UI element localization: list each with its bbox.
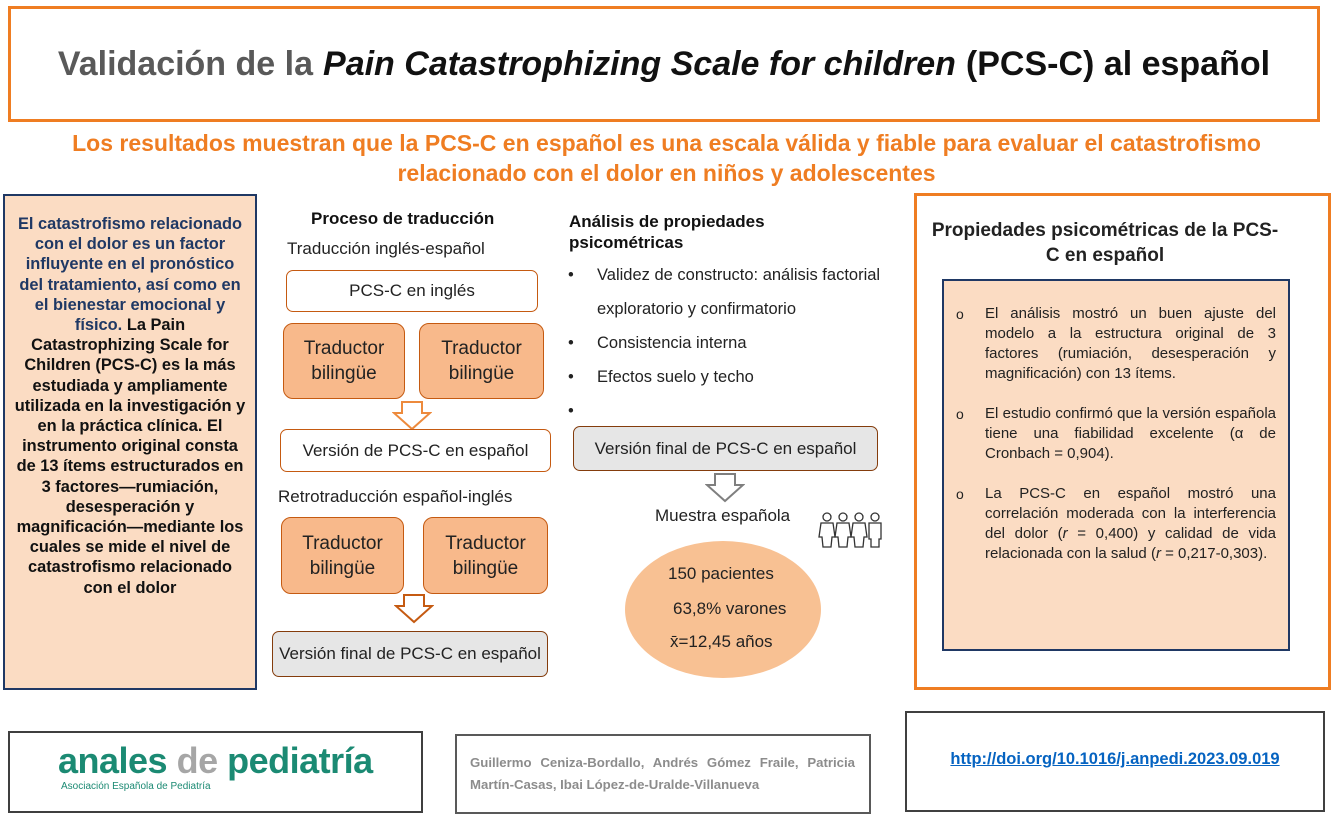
title-italic: Pain Catastrophizing Scale for children (323, 44, 956, 83)
logo-word: pediatría (227, 740, 373, 781)
intro-rest: La Pain Catastrophizing Scale for Children (PCS-C) es la más estudiada y ampliamente utilizada en la investigación y en la práctica clínica. El instrumento original consta de 13 ítems estructurados en 3 factores—rumiación, desesperación y magnificación—mediante los cuales se mide el nivel de catastrofismo relacionado con el dolor (14, 316, 246, 597)
intro-highlight: El catastrofismo relacionado con el dolor es un factor influyente en el pronóstico del tratamiento, así como en el bienestar emocional y físico. (17, 215, 243, 335)
back-translation-label: Retrotraducción español-inglés (278, 487, 513, 506)
analysis-item-text: Consistencia interna (597, 334, 747, 352)
property-text-a: La PCS-C en español mostró una correlación moderada con la interferencia del dolor (985, 485, 1276, 542)
translator-box-3 (281, 517, 404, 594)
final-version-box-right: Versión final de PCS-C en español (573, 426, 878, 471)
source-version-box: PCS-C en inglés (286, 270, 538, 312)
r-label: r (1155, 545, 1161, 562)
down-arrow-icon (705, 473, 745, 503)
r-value: = 0,400) y calidad de vida relacionada con la salud ( (985, 525, 1276, 562)
logo-word: de (176, 740, 218, 781)
sample-male: 63,8% varones (673, 599, 787, 618)
property-text: El estudio confirmó que la versión española tiene una fiabilidad excelente (α de Cronbach = 0,904). (985, 405, 1276, 462)
logo-word: anales (58, 740, 168, 781)
property-item (956, 404, 1276, 464)
sample-label: Muestra española (655, 506, 791, 525)
translation-heading: Proceso de traducción (311, 209, 495, 228)
analysis-item: • Validez de constructo: análisis factorial exploratorio y confirmatorio (568, 266, 881, 318)
forward-translation-label: Traducción inglés-español (287, 239, 485, 258)
translator-box-1 (283, 323, 405, 399)
journal-logo (58, 740, 373, 782)
analysis-item: • Consistencia interna (568, 334, 747, 352)
property-item (956, 484, 1276, 564)
title-part2: (PCS-C) al español (965, 44, 1271, 83)
doi-link[interactable]: http://doi.org/10.1016/j.anpedi.2023.09.019 (950, 750, 1280, 768)
r-label: r (1062, 525, 1068, 542)
translator-label: Traductor bilingüe (441, 338, 522, 384)
translator-box-4 (423, 517, 548, 594)
authors: Guillermo Ceniza-Bordallo, Andrés Gómez Fraile, Patricia Martín-Casas, Ibai López-de-Uralde-Villanueva (470, 755, 855, 792)
translator-box-2 (419, 323, 544, 399)
analysis-item-text: Validez de constructo: análisis factorial exploratorio y confirmatorio (597, 266, 881, 318)
down-arrow-icon (392, 401, 432, 431)
sample-age: x̄=12,45 años (670, 632, 773, 651)
logo-subtitle: Asociación Española de Pediatría (61, 781, 211, 792)
title-part1: Validación de la (57, 44, 314, 83)
property-item (956, 304, 1276, 384)
translator-label: Traductor bilingüe (303, 338, 385, 384)
circle-bullet-icon: o (956, 406, 964, 422)
properties-heading: Propiedades psicométricas de la PCS-C en español (931, 220, 1279, 266)
circle-bullet-icon: o (956, 306, 964, 322)
doi-container (905, 711, 1325, 812)
analysis-item-text: Efectos suelo y techo (597, 368, 754, 386)
final-version-box-left: Versión final de PCS-C en español (272, 631, 548, 677)
sample-patients: 150 pacientes (668, 564, 774, 583)
spanish-version-box: Versión de PCS-C en español (280, 429, 551, 472)
analysis-heading: Análisis de propiedades psicométricas (569, 212, 765, 252)
translator-label: Traductor bilingüe (302, 532, 383, 579)
analysis-item: • Efectos suelo y techo (568, 368, 754, 386)
intro-text (12, 214, 248, 598)
property-text: La PCS-C en español mostró una correlación moderada con la interferencia del dolor (r = 0,400) y calidad de vida relacionada con la salud (r = 0,217-0,303). (985, 485, 1276, 562)
poster-title (8, 6, 1320, 122)
analysis-list: • Validez de constructo: análisis factorial exploratorio y confirmatorio • Consistencia interna • Efectos suelo y techo • (566, 258, 896, 394)
down-arrow-icon (394, 594, 434, 624)
property-text: El análisis mostró un buen ajuste del modelo a la estructura original de 3 factores (rumiación, desesperación y magnificación) con 13 ítems. (985, 305, 1276, 382)
people-icon (818, 510, 884, 550)
r-value: = 0,217-0,303). (1160, 545, 1268, 562)
translator-label: Traductor bilingüe (445, 532, 526, 579)
conclusion-banner: Los resultados muestran que la PCS-C en español es una escala válida y fiable para evaluar el catastrofismo relacionado con el dolor en niños y adolescentes (72, 130, 1261, 186)
circle-bullet-icon: o (956, 486, 964, 502)
